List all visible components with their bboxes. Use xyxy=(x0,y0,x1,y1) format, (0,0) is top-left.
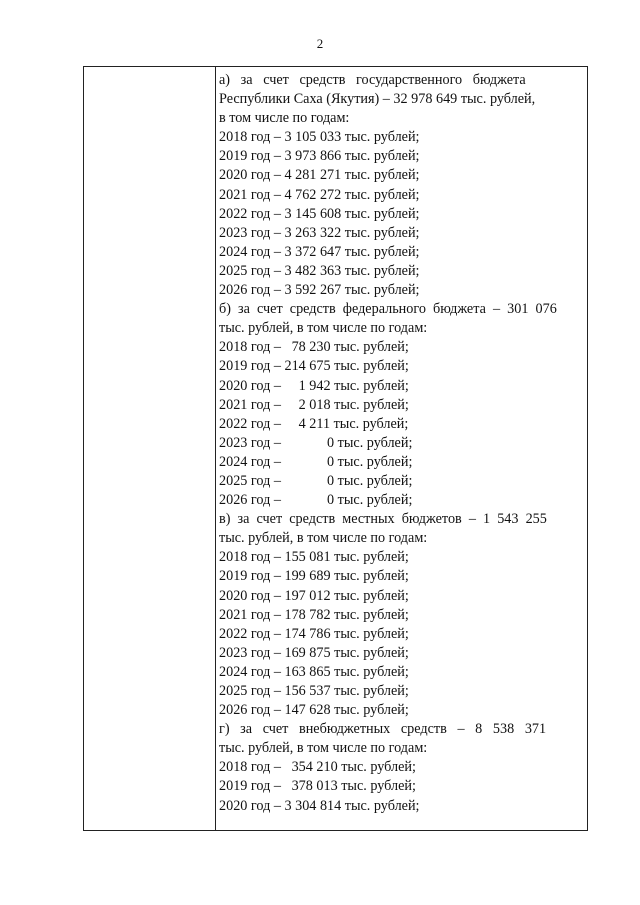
section-a xyxy=(219,71,586,300)
section-heading-line: в том числе по годам: xyxy=(219,110,350,127)
section-v xyxy=(219,510,586,720)
year-line: 2022 год – 3 145 608 тыс. рублей; xyxy=(219,205,420,222)
section-heading-line: Республики Саха (Якутия) – 32 978 649 тыс. рублей, xyxy=(219,91,536,108)
column-divider xyxy=(215,66,216,831)
year-line: 2018 год – 155 081 тыс. рублей; xyxy=(219,549,409,566)
year-line: 2019 год – 214 675 тыс. рублей; xyxy=(219,358,409,375)
year-line: 2019 год – 3 973 866 тыс. рублей; xyxy=(219,148,420,165)
year-line: 2025 год – 3 482 363 тыс. рублей; xyxy=(219,262,420,279)
year-line: 2022 год – 174 786 тыс. рублей; xyxy=(219,625,409,642)
year-line: 2025 год – 0 тыс. рублей; xyxy=(219,472,413,489)
section-b xyxy=(219,300,586,510)
page-number: 2 xyxy=(316,36,324,51)
year-line: 2026 год – 3 592 267 тыс. рублей; xyxy=(219,282,420,299)
year-line: 2020 год – 1 942 тыс. рублей; xyxy=(219,377,409,394)
year-line: 2026 год – 147 628 тыс. рублей; xyxy=(219,702,409,719)
year-line: 2021 год – 4 762 272 тыс. рублей; xyxy=(219,186,420,203)
year-line: 2020 год – 3 304 814 тыс. рублей; xyxy=(219,797,420,814)
year-line: 2026 год – 0 тыс. рублей; xyxy=(219,492,413,509)
year-line: 2018 год – 354 210 тыс. рублей; xyxy=(219,759,416,776)
section-heading-line: тыс. рублей, в том числе по годам: xyxy=(219,320,428,337)
funding-cell xyxy=(219,71,586,816)
year-line: 2023 год – 0 тыс. рублей; xyxy=(219,434,413,451)
year-line: 2021 год – 2 018 тыс. рублей; xyxy=(219,396,409,413)
year-line: 2022 год – 4 211 тыс. рублей; xyxy=(219,415,409,432)
section-g xyxy=(219,720,586,815)
section-heading-line: в) за счет средств местных бюджетов – 1 543 255 xyxy=(219,511,547,528)
year-line: 2020 год – 4 281 271 тыс. рублей; xyxy=(219,167,420,184)
year-line: 2024 год – 163 865 тыс. рублей; xyxy=(219,663,409,680)
year-line: 2019 год – 378 013 тыс. рублей; xyxy=(219,778,416,795)
year-line: 2024 год – 0 тыс. рублей; xyxy=(219,453,413,470)
section-heading-line: г) за счет внебюджетных средств – 8 538 371 xyxy=(219,721,547,738)
section-heading-line: б) за счет средств федерального бюджета – 301 076 xyxy=(219,301,557,318)
year-line: 2019 год – 199 689 тыс. рублей; xyxy=(219,568,409,585)
year-line: 2024 год – 3 372 647 тыс. рублей; xyxy=(219,243,420,260)
section-heading-line: тыс. рублей, в том числе по годам: xyxy=(219,740,428,757)
year-line: 2023 год – 3 263 322 тыс. рублей; xyxy=(219,224,420,241)
year-line: 2018 год – 3 105 033 тыс. рублей; xyxy=(219,129,420,146)
year-line: 2018 год – 78 230 тыс. рублей; xyxy=(219,339,409,356)
year-line: 2025 год – 156 537 тыс. рублей; xyxy=(219,683,409,699)
year-line: 2023 год – 169 875 тыс. рублей; xyxy=(219,644,409,661)
year-line: 2021 год – 178 782 тыс. рублей; xyxy=(219,606,409,623)
section-heading-line: тыс. рублей, в том числе по годам: xyxy=(219,530,428,547)
year-line: 2020 год – 197 012 тыс. рублей; xyxy=(219,587,409,604)
section-heading-line: а) за счет средств государственного бюджета xyxy=(219,72,526,88)
